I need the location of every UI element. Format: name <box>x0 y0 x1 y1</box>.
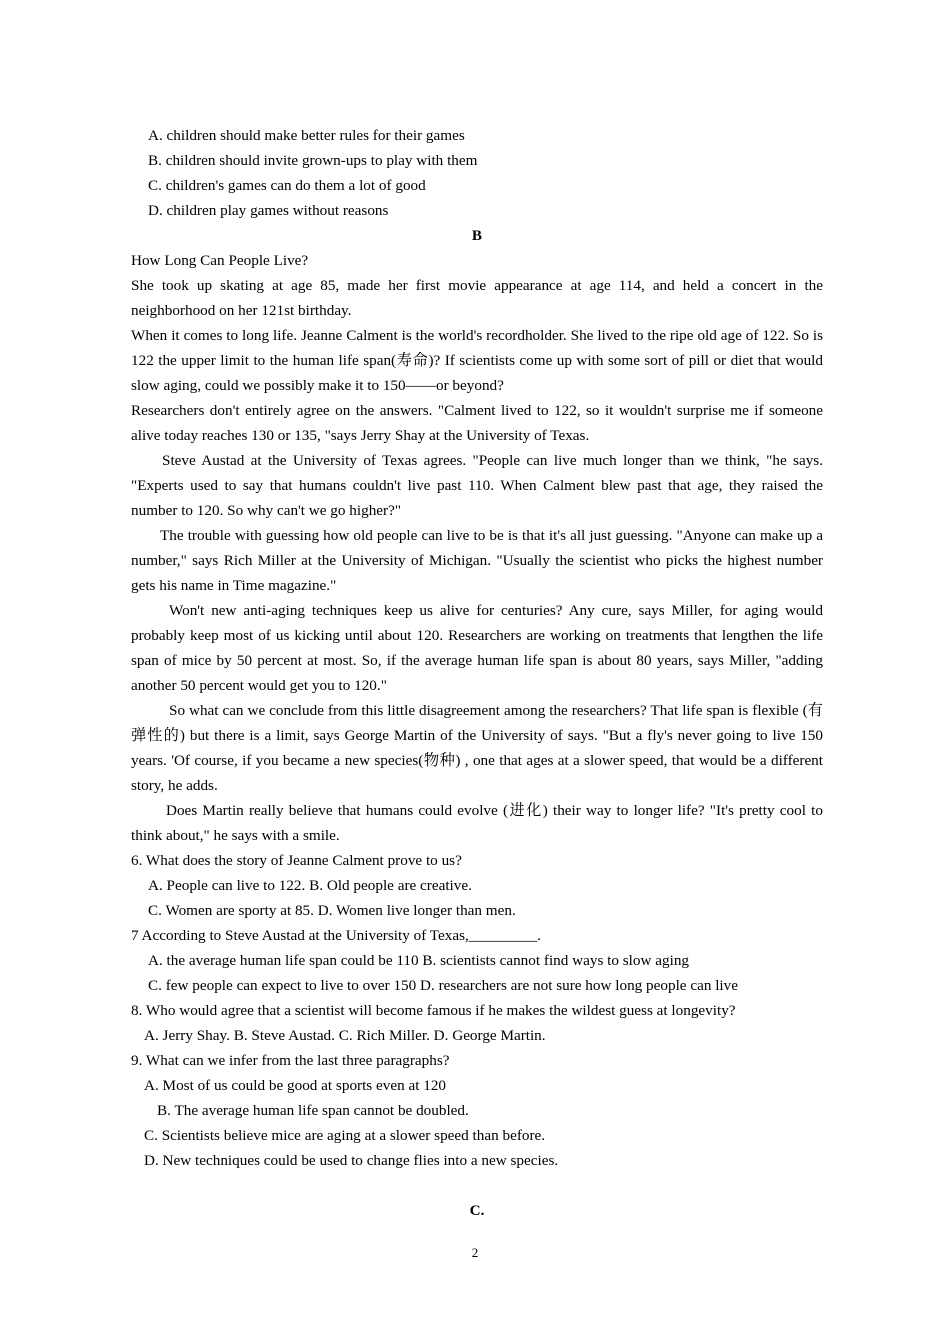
question-7-options: A. the average human life span could be 110 B. scientists cannot find ways to slow aging <box>148 952 690 969</box>
passage-paragraph: Does Martin really believe that humans could evolve (进化) their way to longer life? "It's pretty cool to think about," he says with a smile. <box>131 802 823 844</box>
passage-paragraph: When it comes to long life. Jeanne Calment is the world's recordholder. She lived to the ripe old age of 122. So is 122 the upper limit to the human life span(寿命)? If scientists come up with some sort of pill or diet that would slow aging, could we possibly make it to 150——or beyond? <box>131 327 823 394</box>
question-9-stem: 9. What can we infer from the last three paragraphs? <box>131 1052 450 1069</box>
question-6-stem: 6. What does the story of Jeanne Calment prove to us? <box>131 852 462 869</box>
passage-paragraph: The trouble with guessing how old people can live to be is that it's all just guessing. "Anyone can make up a number," says Rich Miller at the University of Michigan. "Usually the scientist who picks the highest number gets his name in Time magazine." <box>131 527 823 594</box>
passage-paragraph: Won't new anti-aging techniques keep us alive for centuries? Any cure, says Miller, for aging would probably keep most of us kicking until about 120. Researchers are working on treatments that lengthen the life span of mice by 50 percent at most. So, if the average human life span is about 80 years, says Miller, "adding another 50 percent would get you to 120." <box>131 602 823 694</box>
spacer <box>131 1173 823 1198</box>
passage-paragraph: So what can we conclude from this little disagreement among the researchers? That life span is flexible (有弹性的) but there is a limit, says George Martin of the University of says. "But a fly's never going to live 150 years. 'Of course, if you became a new species(物种) , one that ages at a slower speed, that would be a different story, he adds. <box>131 702 823 794</box>
option-b: B. children should invite grown-ups to play with them <box>148 152 478 169</box>
option-c: C. children's games can do them a lot of good <box>148 177 426 194</box>
question-9-option-c: C. Scientists believe mice are aging at a slower speed than before. <box>144 1127 546 1144</box>
question-6-options: A. People can live to 122. B. Old people are creative. <box>148 877 472 894</box>
question-9-option-a: A. Most of us could be good at sports even at 120 <box>144 1077 447 1094</box>
question-7-options: C. few people can expect to live to over 150 D. researchers are not sure how long people can live <box>148 977 738 994</box>
passage-paragraph: Researchers don't entirely agree on the answers. "Calment lived to 122, so it wouldn't surprise me if someone alive today reaches 130 or 135, "says Jerry Shay at the University of Texas. <box>131 402 823 444</box>
passage-paragraph: She took up skating at age 85, made her first movie appearance at age 114, and held a concert in the neighborhood on her 121st birthday. <box>131 277 823 319</box>
question-9-option-d: D. New techniques could be used to change flies into a new species. <box>144 1152 559 1169</box>
question-8-options: A. Jerry Shay. B. Steve Austad. C. Rich Miller. D. George Martin. <box>144 1027 546 1044</box>
section-c-heading: C. <box>469 1202 485 1219</box>
passage-title: How Long Can People Live? <box>131 252 309 269</box>
question-8-stem: 8. Who would agree that a scientist will become famous if he makes the wildest guess at longevity? <box>131 1002 736 1019</box>
passage-paragraph: Steve Austad at the University of Texas agrees. "People can live much longer than we think, "he says. "Experts used to say that humans couldn't live past 110. When Calment blew past that age, they raised the number to 120. So why can't we go higher?" <box>131 452 823 519</box>
question-7-stem: 7 According to Steve Austad at the University of Texas,_________. <box>131 927 541 944</box>
page-number: 2 <box>471 1245 479 1260</box>
option-a: A. children should make better rules for their games <box>148 127 465 144</box>
option-d: D. children play games without reasons <box>148 202 389 219</box>
section-b-heading: B <box>471 227 483 244</box>
question-9-option-b: B. The average human life span cannot be doubled. <box>157 1102 469 1119</box>
question-6-options: C. Women are sporty at 85. D. Women live longer than men. <box>148 902 516 919</box>
document-page <box>131 123 823 1223</box>
